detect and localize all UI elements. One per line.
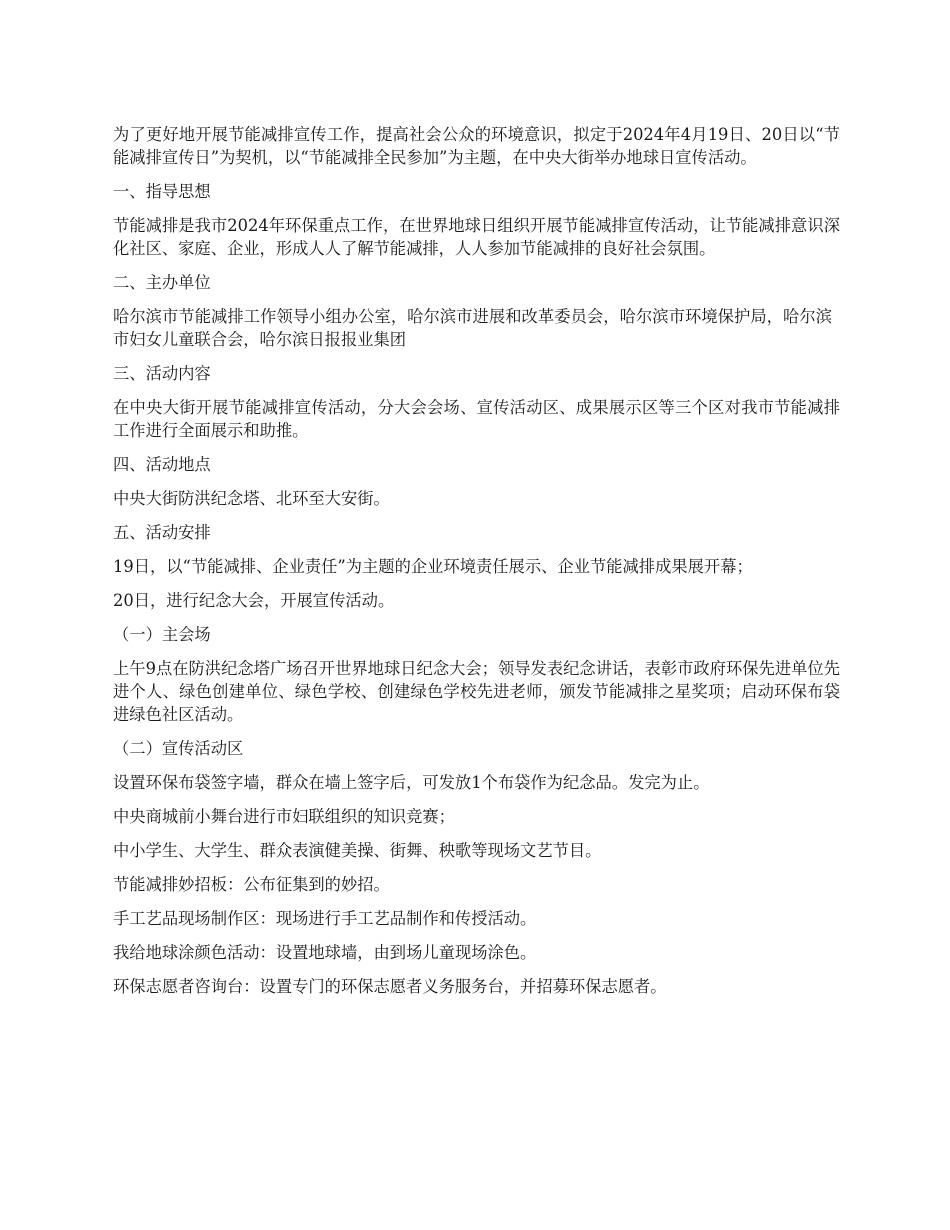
subheading-main-venue: （一）主会场: [113, 625, 211, 644]
location-paragraph: 中央大街防洪纪念塔、北环至大安街。: [113, 489, 390, 508]
schedule-day20-paragraph: 20日，进行纪念大会，开展宣传活动。: [113, 591, 395, 610]
section-heading-schedule: 五、活动安排: [113, 523, 211, 542]
list-item: 我给地球涂颜色活动：设置地球墙，由到场儿童现场涂色。: [113, 943, 537, 962]
section-heading-guiding-principle: 一、指导思想: [113, 182, 211, 201]
intro-paragraph: 为了更好地开展节能减排宣传工作，提高社会公众的环境意识，拟定于2024年4月19日、20日以“节能减排宣传日”为契机，以“节能减排全民参加”为主题，在中央大街举办地球日宣传活动。: [113, 125, 840, 167]
section-heading-organizers: 二、主办单位: [113, 273, 211, 292]
list-item: 环保志愿者咨询台：设置专门的环保志愿者义务服务台，并招募环保志愿者。: [113, 977, 667, 996]
schedule-day19-paragraph: 19日，以“节能减排、企业责任”为主题的企业环境责任展示、企业节能减排成果展开幕；: [113, 557, 753, 576]
subheading-promotion-area: （二）宣传活动区: [113, 739, 244, 758]
section-heading-location: 四、活动地点: [113, 455, 211, 474]
list-item: 中小学生、大学生、群众表演健美操、街舞、秧歌等现场文艺节目。: [113, 841, 602, 860]
organizers-paragraph: 哈尔滨市节能减排工作领导小组办公室，哈尔滨市进展和改革委员会，哈尔滨市环境保护局，哈尔滨市妇女儿童联合会，哈尔滨日报报业集团: [113, 307, 832, 349]
list-item: 中央商城前小舞台进行市妇联组织的知识竞赛；: [113, 807, 455, 826]
list-item: 节能减排妙招板：公布征集到的妙招。: [113, 875, 390, 894]
guiding-principle-paragraph: 节能减排是我市2024年环保重点工作，在世界地球日组织开展节能减排宣传活动，让节能减排意识深化社区、家庭、企业，形成人人了解节能减排，人人参加节能减排的良好社会氛围。: [113, 216, 840, 258]
list-item: 手工艺品现场制作区：现场进行手工艺品制作和传授活动。: [113, 909, 537, 928]
section-heading-activity-content: 三、活动内容: [113, 364, 211, 383]
list-item: 设置环保布袋签字墙，群众在墙上签字后，可发放1个布袋作为纪念品。发完为止。: [113, 773, 710, 792]
activity-content-paragraph: 在中央大街开展节能减排宣传活动，分大会会场、宣传活动区、成果展示区等三个区对我市节能减排工作进行全面展示和助推。: [113, 398, 840, 440]
document-body: [113, 123, 840, 1009]
main-venue-paragraph: 上午9点在防洪纪念塔广场召开世界地球日纪念大会；领导发表纪念讲话，表彰市政府环保先进单位先进个人、绿色创建单位、绿色学校、创建绿色学校先进老师，颁发节能减排之星奖项；启动环保布袋进绿色社区活动。: [113, 659, 840, 724]
